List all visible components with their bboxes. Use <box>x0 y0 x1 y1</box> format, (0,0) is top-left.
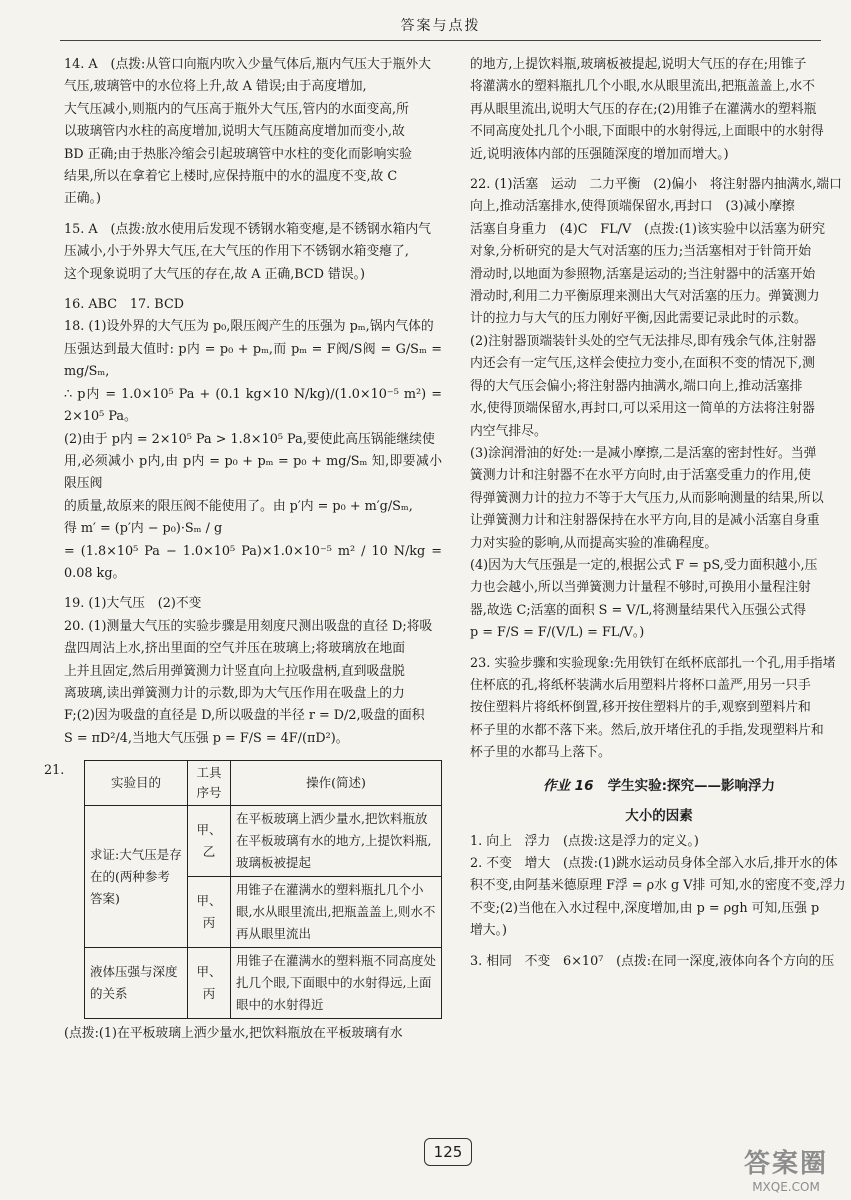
answer-line: 用,必须减小 p内,由 p内 = p₀ + pₘ = p₀ + mg/Sₘ 知,即要减小限压阀 <box>64 453 442 492</box>
answer-line: 得的大气压会偏小;将注射器内抽满水,端口向上,推动活塞排 <box>470 378 803 394</box>
answer-line: p = F/S = F/(V/L) = FL/V。) <box>470 625 645 641</box>
answer-line: 2. 不变 增大 (点拨:(1)跳水运动员身体全部入水后,排开水的体 <box>470 856 838 871</box>
answer-line: 滑动时,以地面为参照物,活塞是运动的;当注射器中的活塞开始 <box>470 266 816 282</box>
table-cell: 甲、乙 <box>188 806 231 877</box>
answer-line: 不同高度处扎几个小眼,下面眼中的水射得远,上面眼中的水射得 <box>470 124 824 140</box>
experiment-table <box>84 760 442 1019</box>
page-number: 125 <box>424 1138 472 1166</box>
section-heading <box>470 771 848 831</box>
table-header: 实验目的 <box>85 761 188 806</box>
answer-20 <box>64 616 442 750</box>
answer-line: 水,使得顶端保留水,再封口,可以采用这一简单的方法将注射器 <box>470 401 815 417</box>
answer-line: 增大。) <box>470 923 507 939</box>
table-cell: 用锥子在灌满水的塑料瓶不同高度处扎几个眼,下面眼中的水射得远,上面眼中的水射得近 <box>231 948 442 1019</box>
answer-line: 计的拉力与大气的压力刚好平衡,因此需要记录此时的示数。 <box>470 311 807 327</box>
table-row <box>85 806 442 877</box>
answer-s16-1: 1. 向上 浮力 (点拨:这是浮力的定义。) <box>470 833 699 849</box>
answer-line: 杯子里的水都马上落下。 <box>470 745 611 761</box>
answer-line: (2)由于 p内 = 2×10⁵ Pa > 1.8×10⁵ Pa,要使此高压锅能继续使 <box>64 431 435 447</box>
watermark-url: MXQE.COM <box>752 1180 820 1194</box>
answer-s16-2 <box>470 853 848 943</box>
answer-21-note: (点拨:(1)在平板玻璃上洒少量水,把饮料瓶放在平板玻璃有水 <box>64 1026 403 1042</box>
header-title: 答案与点拨 <box>400 18 481 34</box>
answer-line: ∴ p内 = 1.0×10⁵ Pa + (0.1 kg×10 N/kg)/(1.0×10⁻⁵ m²) = 2×10⁵ Pa。 <box>64 386 442 425</box>
answer-line: 杯子里的水都不落下来。然后,放开堵住孔的手指,发现塑料片和 <box>470 722 824 738</box>
answer-line: 大气压减小,则瓶内的气压高于瓶外大气压,管内的水面变高,所 <box>64 101 409 117</box>
answer-line: 的地方,上提饮料瓶,玻璃板被提起,说明大气压的存在;用锥子 <box>470 57 807 72</box>
answer-line: 得 m′ = (p′内 − p₀)·Sₘ / g <box>64 521 223 537</box>
answer-23 <box>470 653 848 765</box>
table-header: 操作(简述) <box>231 761 442 806</box>
answer-line: F;(2)因为吸盘的直径是 D,所以吸盘的半径 r = D/2,吸盘的面积 <box>64 708 425 724</box>
table-header: 工具序号 <box>188 761 231 806</box>
answer-line: 内空气排尽。 <box>470 423 547 439</box>
table-cell: 在平板玻璃上洒少量水,把饮料瓶放在平板玻璃有水的地方,上提饮料瓶,玻璃板被提起 <box>231 806 442 877</box>
answer-line: (3)涂润滑油的好处:一是减小摩擦,二是活塞的密封性好。当弹 <box>470 445 817 461</box>
answer-line: 这个现象说明了大气压的存在,故 A 正确,BCD 错误。) <box>64 266 366 282</box>
answer-line: 内还会有一定气压,这样会使拉力变小,在面积不变的情况下,测 <box>470 356 815 372</box>
answer-line: 以玻璃管内水柱的高度增加,说明大气压随高度增加而变小,故 <box>64 124 405 140</box>
answer-15 <box>64 219 442 286</box>
answer-line: 14. A (点拨:从管口向瓶内吹入少量气体后,瓶内气压大于瓶外大 <box>64 57 431 72</box>
table-cell: 甲、丙 <box>188 877 231 948</box>
answer-line: 积不变,由阿基米德原理 F浮 = ρ水 g V排 可知,水的密度不变,浮力 <box>470 878 846 894</box>
answer-line: 18. (1)设外界的大气压为 p₀,限压阀产生的压强为 pₘ,锅内气体的 <box>64 319 434 335</box>
answer-21-number: 21. <box>44 763 65 779</box>
answer-line: 住杯底的孔,将纸杯装满水后用塑料片将杯口盖严,用另一只手 <box>470 677 811 693</box>
answer-line: 向上,推动活塞排水,使得顶端保留水,再封口 (3)减小摩擦 <box>470 199 795 215</box>
answer-line: 器,故选 C;活塞的面积 S = V/L,将测量结果代入压强公式得 <box>470 602 806 618</box>
answer-line: 气压,玻璃管中的水位将上升,故 A 错误;由于高度增加, <box>64 79 367 95</box>
table-cell: 求证:大气压是存在的(两种参考答案) <box>85 806 188 948</box>
watermark-logo <box>731 1143 841 1194</box>
answer-21 <box>44 760 442 1045</box>
answer-line: 离玻璃,读出弹簧测力计的示数,即为大气压作用在吸盘上的力 <box>64 685 405 701</box>
answer-19: 19. (1)大气压 (2)不变 <box>64 596 202 612</box>
answer-line: 让弹簧测力计和注射器保持在水平方向,目的是减小活塞自身重 <box>470 513 820 529</box>
table-cell: 液体压强与深度的关系 <box>85 948 188 1019</box>
answer-21-continued <box>470 54 848 166</box>
answer-s16-3: 3. 相同 不变 6×10⁷ (点拨:在同一深度,液体向各个方向的压 <box>470 953 835 969</box>
table-row <box>85 948 442 1019</box>
table-cell: 用锥子在灌满水的塑料瓶扎几个小眼,水从眼里流出,把瓶盖盖上,则水不再从眼里流出 <box>231 877 442 948</box>
answer-line: 再从眼里流出,说明大气压的存在;(2)用锥子在灌满水的塑料瓶 <box>470 101 817 117</box>
answer-line: 22. (1)活塞 运动 二力平衡 (2)偏小 将注射器内抽满水,端口 <box>470 177 842 193</box>
answer-14 <box>64 54 442 211</box>
answer-line: 按住塑料片将纸杯倒置,移开按住塑料片的手,观察到塑料片和 <box>470 700 811 716</box>
answer-line: 活塞自身重力 (4)C FL/V (点拨:(1)该实验中以活塞为研究 <box>470 221 826 237</box>
answer-line: 对象,分析研究的是大气对活塞的压力;当活塞相对于针筒开始 <box>470 244 812 260</box>
answer-line: (2)注射器顶端装针头处的空气无法排尽,即有残余气体,注射器 <box>470 333 817 349</box>
answer-line: 簧测力计和注射器不在水平方向时,由于活塞受重力的作用,使 <box>470 468 811 484</box>
left-column <box>44 54 442 1046</box>
answer-16-17: 16. ABC 17. BCD <box>64 297 185 313</box>
section-title: 学生实验:探究——影响浮力 <box>607 777 775 794</box>
watermark-text: 答案圈 <box>743 1149 828 1179</box>
answer-line: 不变;(2)当他在入水过程中,深度增加,由 p = ρgh 可知,压强 p <box>470 900 820 916</box>
answer-line: = (1.8×10⁵ Pa − 1.0×10⁵ Pa)×1.0×10⁻⁵ m² / 10 N/kg = 0.08 kg。 <box>64 543 442 581</box>
answer-line: S = πD²/4,当地大气压强 p = F/S = 4F/(πD²)。 <box>64 730 349 746</box>
answer-22 <box>470 174 848 645</box>
right-column <box>470 54 848 973</box>
answer-line: 滑动时,利用二力平衡原理来测出大气对活塞的压力。弹簧测力 <box>470 289 820 305</box>
section-label: 作业 16 <box>542 777 594 794</box>
answer-line: 压减小,小于外界大气压,在大气压的作用下不锈钢水箱变瘪了, <box>64 244 409 260</box>
answer-line: 的质量,故原来的限压阀不能使用了。由 p′内 = p₀ + m′g/Sₘ, <box>64 498 413 514</box>
answer-line: 力对实验的影响,从而提高实验的准确程度。 <box>470 535 718 551</box>
answer-18 <box>64 316 442 585</box>
answer-line: 近,说明液体内部的压强随深度的增加而增大。) <box>470 146 729 162</box>
answer-line: 15. A (点拨:放水使用后发现不锈钢水箱变瘪,是不锈钢水箱内气 <box>64 221 431 237</box>
answer-line: 得弹簧测力计的拉力不等于大气压力,从而影响测量的结果,所以 <box>470 490 824 506</box>
table-cell: 甲、丙 <box>188 948 231 1019</box>
answer-line: 23. 实验步骤和实验现象:先用铁钉在纸杯底部扎一个孔,用手指堵 <box>470 655 836 671</box>
answer-line: BD 正确;由于热胀冷缩会引起玻璃管中水柱的变化而影响实验 <box>64 146 412 162</box>
answer-line: 压强达到最大值时: p内 = p₀ + pₘ,而 pₘ = F阀/S阀 = G/Sₘ = mg/Sₘ, <box>64 341 442 380</box>
page-header <box>60 10 821 41</box>
answer-line: 结果,所以在拿着它上楼时,应保持瓶中的水的温度不变,故 C <box>64 169 398 185</box>
answer-line: 力也会越小,所以当弹簧测力计量程不够时,可换用小量程注射 <box>470 580 811 596</box>
section-title-line2: 大小的因素 <box>625 807 693 824</box>
answer-line: (4)因为大气压强是一定的,根据公式 F = pS,受力面积越小,压 <box>470 557 818 573</box>
answer-line: 盘四周沾上水,挤出里面的空气并压在玻璃上;将玻璃放在地面 <box>64 641 406 657</box>
answer-line: 上并且固定,然后用弹簧测力计竖直向上拉吸盘柄,直到吸盘脱 <box>64 663 405 679</box>
answer-line: 将灌满水的塑料瓶扎几个小眼,水从眼里流出,把瓶盖盖上,水不 <box>470 79 815 95</box>
answer-line: 20. (1)测量大气压的实验步骤是用刻度尺测出吸盘的直径 D;将吸 <box>64 618 433 634</box>
answer-line: 正确。) <box>64 191 101 207</box>
